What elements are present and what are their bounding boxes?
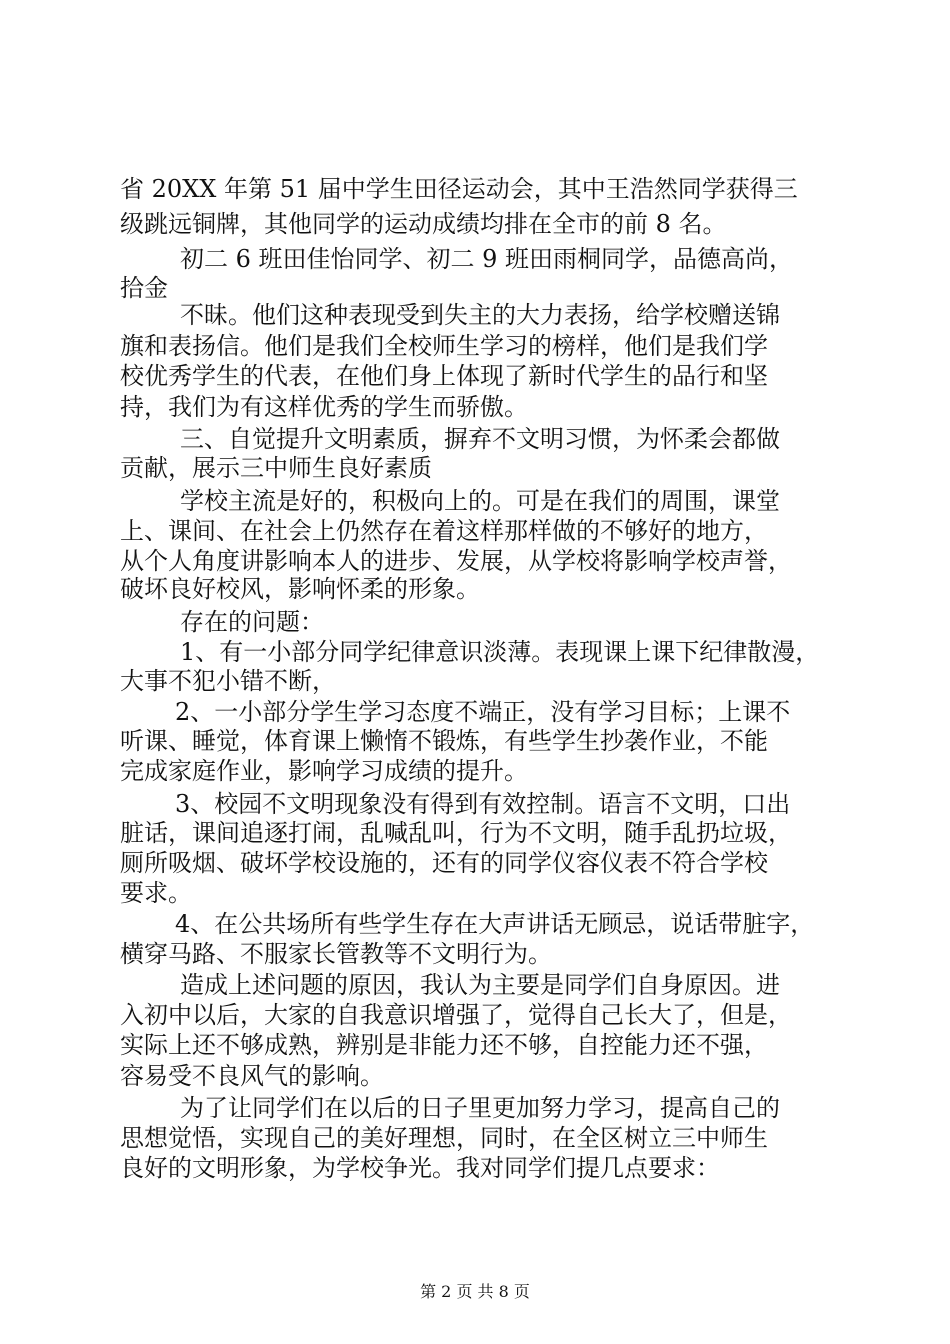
text-line: 校优秀学生的代表，在他们身上体现了新时代学生的品行和坚 xyxy=(120,362,768,390)
text-line: 上、课间、在社会上仍然存在着这样那样做的不够好的地方， xyxy=(120,517,768,545)
text-line: 2、一小部分学生学习态度不端正，没有学习目标；上课不 xyxy=(175,698,791,726)
text-line: 初二 6 班田佳怡同学、初二 9 班田雨桐同学，品德高尚， xyxy=(180,245,794,273)
text-line: 造成上述问题的原因，我认为主要是同学们自身原因。进 xyxy=(180,971,780,999)
text-line: 思想觉悟，实现自己的美好理想，同时，在全区树立三中师生 xyxy=(120,1124,768,1152)
text-line: 破坏良好校风，影响怀柔的形象。 xyxy=(120,575,480,603)
text-line: 听课、睡觉，体育课上懒惰不锻炼，有些学生抄袭作业，不能 xyxy=(120,727,768,755)
text-line: 实际上还不够成熟，辨别是非能力还不够，自控能力还不强， xyxy=(120,1031,768,1059)
text-line: 旗和表扬信。他们是我们全校师生学习的榜样，他们是我们学 xyxy=(120,332,768,360)
text-line: 贡献，展示三中师生良好素质 xyxy=(120,454,432,482)
text-line: 为了让同学们在以后的日子里更加努力学习，提高自己的 xyxy=(180,1094,780,1122)
text-line: 要求。 xyxy=(120,879,192,907)
text-line: 省 20XX 年第 51 届中学生田径运动会，其中王浩然同学获得三 xyxy=(120,175,798,203)
text-line: 拾金 xyxy=(120,274,168,302)
text-line: 级跳远铜牌，其他同学的运动成绩均排在全市的前 8 名。 xyxy=(120,210,727,238)
text-line: 大事不犯小错不断， xyxy=(120,667,336,695)
text-line: 厕所吸烟、破坏学校设施的，还有的同学仪容仪表不符合学校 xyxy=(120,849,768,877)
text-line: 从个人角度讲影响本人的进步、发展，从学校将影响学校声誉， xyxy=(120,547,792,575)
text-line: 良好的文明形象，为学校争光。我对同学们提几点要求： xyxy=(120,1154,720,1182)
text-line: 1、有一小部分同学纪律意识淡薄。表现课上课下纪律散漫， xyxy=(180,638,820,666)
text-line: 存在的问题： xyxy=(180,608,324,636)
text-line: 容易受不良风气的影响。 xyxy=(120,1062,384,1090)
text-line: 4、在公共场所有些学生存在大声讲话无顾忌，说话带脏字， xyxy=(175,910,815,938)
text-line: 入初中以后，大家的自我意识增强了，觉得自己长大了，但是， xyxy=(120,1001,792,1029)
text-line: 横穿马路、不服家长管教等不文明行为。 xyxy=(120,940,552,968)
page-number-footer: 第 2 页 共 8 页 xyxy=(420,1282,530,1301)
text-line: 3、校园不文明现象没有得到有效控制。语言不文明，口出 xyxy=(175,790,791,818)
text-line: 完成家庭作业，影响学习成绩的提升。 xyxy=(120,757,528,785)
text-line: 持，我们为有这样优秀的学生而骄傲。 xyxy=(120,393,528,421)
text-line: 三、自觉提升文明素质，摒弃不文明习惯，为怀柔会都做 xyxy=(180,425,780,453)
text-line: 学校主流是好的，积极向上的。可是在我们的周围，课堂 xyxy=(180,487,780,515)
text-line: 不昧。他们这种表现受到失主的大力表扬，给学校赠送锦 xyxy=(180,301,780,329)
text-line: 脏话，课间追逐打闹，乱喊乱叫，行为不文明，随手乱扔垃圾， xyxy=(120,819,792,847)
